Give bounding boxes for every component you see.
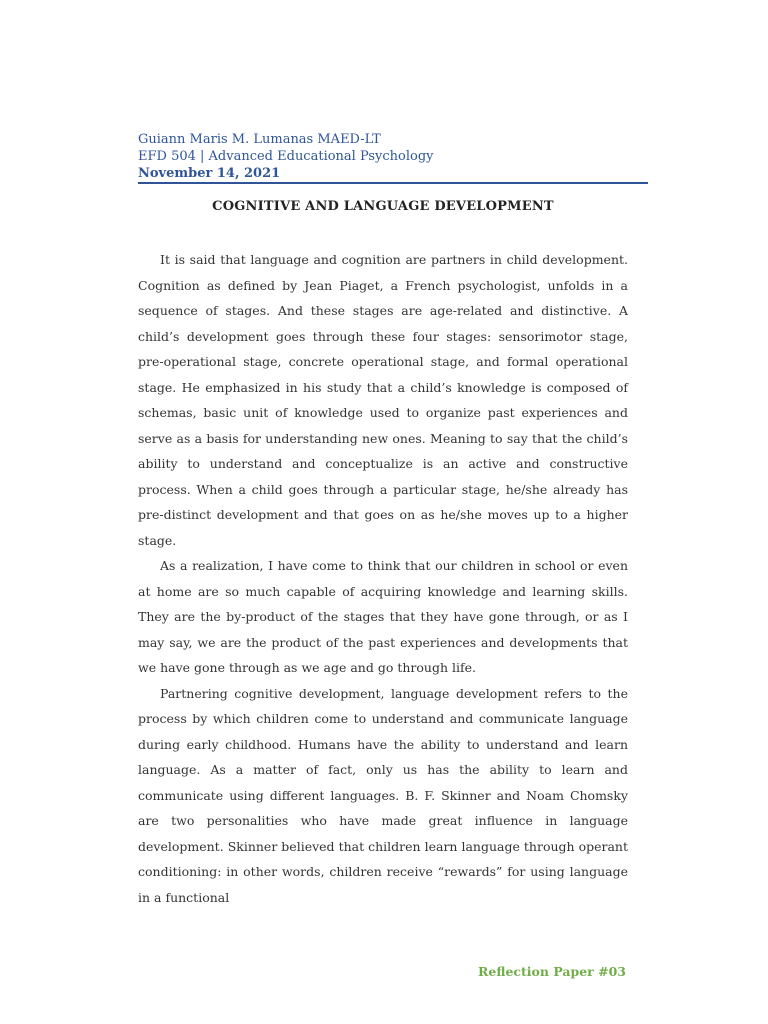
paragraph: Partnering cognitive development, language development refers to the process by which children come to understand and communicate language during early childhood. Humans have the ability to understand and learn language. As a matter of fact, only us has the ability to learn and communicate using different languages. B. F. Skinner and Noam Chomsky are two personalities who have made great influence in language development. Skinner believed that children learn language through operant conditioning: in other words, children receive “rewards” for using language in a functional <box>138 685 628 905</box>
document-body <box>138 247 628 910</box>
author-line: Guiann Maris M. Lumanas MAED-LT <box>138 132 381 147</box>
header-divider <box>138 182 648 184</box>
date-line: November 14, 2021 <box>138 166 281 181</box>
document-title: COGNITIVE AND LANGUAGE DEVELOPMENT <box>212 199 554 214</box>
course-line: EFD 504 | Advanced Educational Psychology <box>138 149 434 164</box>
paragraph: As a realization, I have come to think that our children in school or even at home are so much capable of acquiring knowledge and learning skills. They are the by-product of the stages that they have gone through, or as I may say, we are the product of the past experiences and developments that we have gone through as we age and go through life. <box>138 558 628 675</box>
paragraph: It is said that language and cognition are partners in child development. Cognition as defined by Jean Piaget, a French psychologist, unfolds in a sequence of stages. And these stages are age-related and distinctive. A child’s development goes through these four stages: sensorimotor stage, pre-operational stage, concrete operational stage, and formal operational stage. He emphasized in his study that a child’s knowledge is composed of schemas, basic unit of knowledge used to organize past experiences and serve as a basis for understanding new ones. Meaning to say that the child’s ability to understand and conceptualize is an active and constructive process. When a child goes through a particular stage, he/she already has pre-distinct development and that goes on as he/she moves up to a higher stage. <box>138 252 628 548</box>
document-header <box>138 131 648 182</box>
footer-label: Reflection Paper #03 <box>478 964 626 979</box>
